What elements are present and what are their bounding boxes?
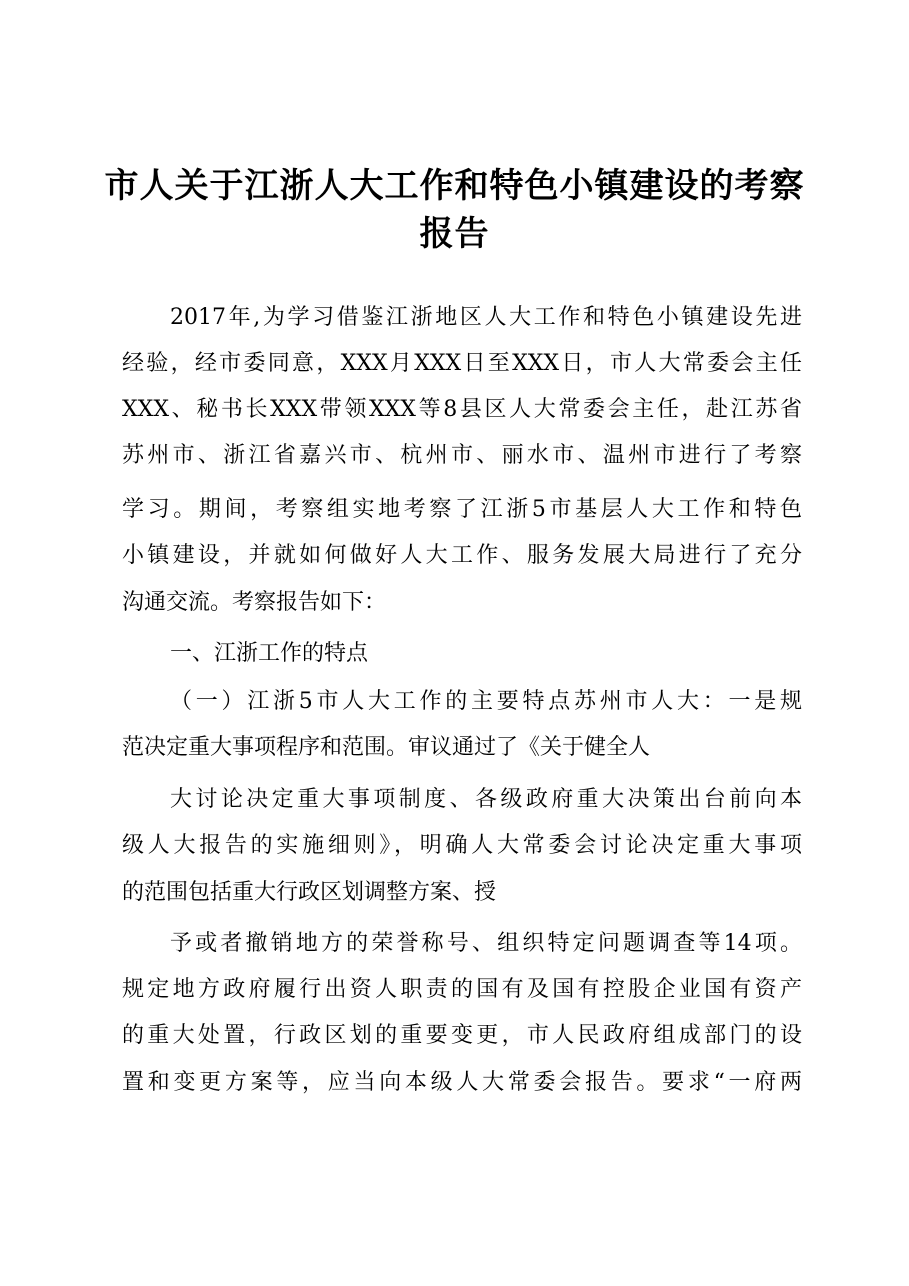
body-line: 的范围包括重大行政区划调整方案、授 — [122, 880, 497, 905]
section-heading: 一、江浙工作的特点 — [170, 641, 369, 666]
body-line: XXX、秘书长XXX带领XXX等8县区人大常委会主任，赴江苏省 — [122, 397, 802, 422]
body-line: 沟通交流。考察报告如下： — [122, 590, 387, 615]
document-title-line-1: 市人关于江浙人大工作和特色小镇建设的考察 — [104, 166, 805, 206]
body-line: 置和变更方案等，应当向本级人大常委会报告。要求“一府两 — [122, 1070, 802, 1095]
body-line: 学习。期间，考察组实地考察了江浙5市基层人大工作和特色 — [122, 497, 802, 522]
body-line: 经验，经市委同意，XXX月XXX日至XXX日，市人大常委会主任 — [122, 351, 802, 376]
body-line: 大讨论决定重大事项制度、各级政府重大决策出台前向本 — [170, 787, 802, 812]
body-line: 2017年,为学习借鉴江浙地区人大工作和特色小镇建设先进 — [170, 305, 802, 330]
body-line: 级人大报告的实施细则》，明确人大常委会讨论决定重大事项 — [122, 833, 802, 858]
body-line: 予或者撤销地方的荣誉称号、组织特定问题调查等14项。 — [170, 931, 802, 956]
subsection-heading: （一）江浙5市人大工作的主要特点苏州市人大：一是规 — [170, 689, 802, 714]
body-line: 规定地方政府履行出资人职责的国有及国有控股企业国有资产 — [122, 977, 802, 1002]
body-line: 苏州市、浙江省嘉兴市、杭州市、丽水市、温州市进行了考察 — [122, 443, 802, 468]
document-title-line-2: 报告 — [419, 214, 490, 254]
body-line: 的重大处置，行政区划的重要变更，市人民政府组成部门的设 — [122, 1023, 802, 1048]
body-line: 小镇建设，并就如何做好人大工作、服务发展大局进行了充分 — [122, 543, 802, 568]
body-line: 范决定重大事项程序和范围。审议通过了《关于健全人 — [122, 735, 651, 760]
